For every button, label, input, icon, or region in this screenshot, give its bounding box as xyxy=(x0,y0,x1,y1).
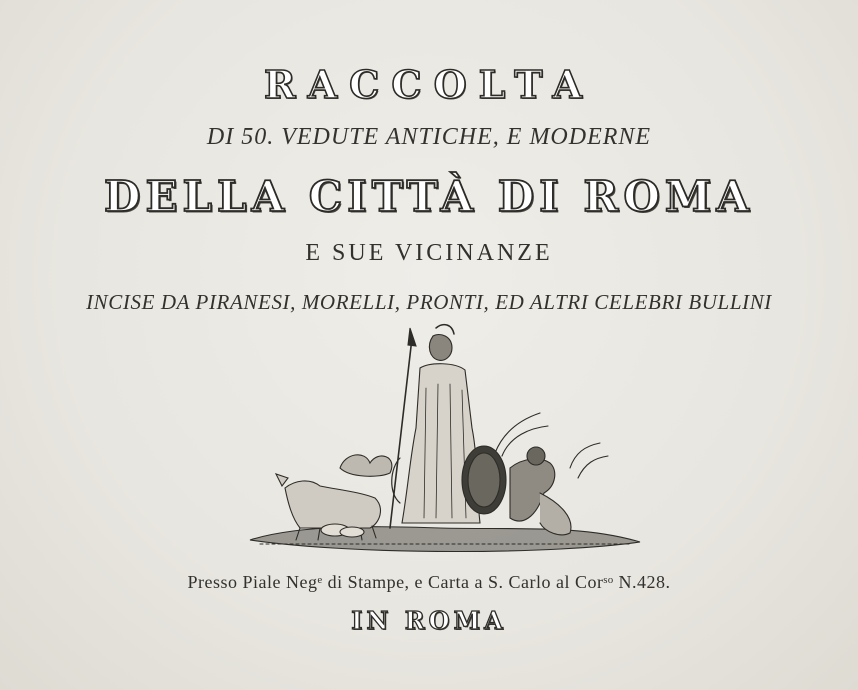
engraved-vignette xyxy=(240,318,650,558)
heading-raccolta: RACCOLTA xyxy=(264,62,594,107)
place-of-publication: IN ROMA xyxy=(351,606,507,635)
imprint-line: Presso Piale Negᵉ di Stampe, e Carta a S. Carlo al Corˢᵒ N.428. xyxy=(187,572,671,592)
main-title-roma: DELLA CITTÀ DI ROMA xyxy=(104,172,754,221)
ground-shading xyxy=(250,527,640,552)
sub-title-vicinanze: E SUE VICINANZE xyxy=(305,240,553,266)
bush-left xyxy=(340,455,392,476)
river-god xyxy=(510,447,571,535)
subheading-vedute: DI 50. VEDUTE ANTICHE, E MODERNE xyxy=(206,124,652,150)
engravers-line: INCISE DA PIRANESI, MORELLI, PRONTI, ED ALTRI CELEBRI BULLINI xyxy=(86,290,772,314)
